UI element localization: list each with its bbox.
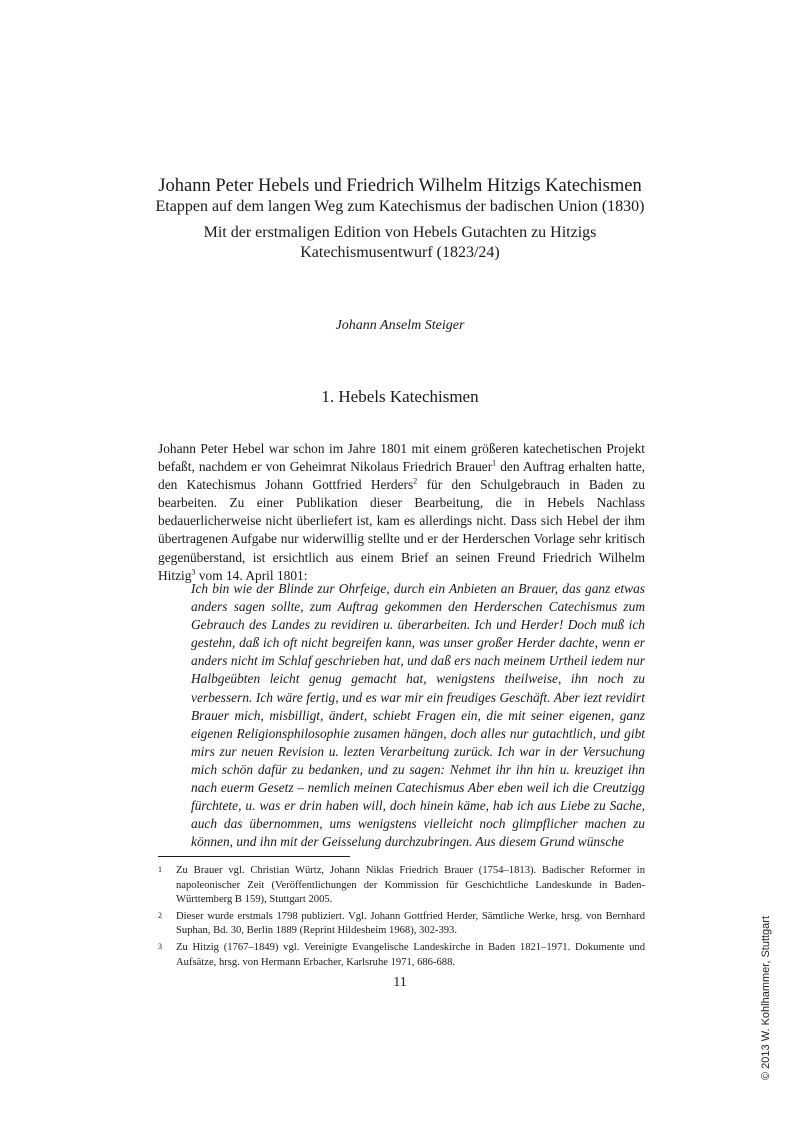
footnote-ref-1: 1 (492, 458, 497, 468)
footnote (158, 941, 645, 970)
footnote (158, 910, 645, 939)
paragraph-part-4: vom 14. April 1801: (195, 567, 308, 583)
footnote-number: 1 (158, 865, 162, 874)
footnote-number: 3 (158, 941, 162, 951)
page-number: 11 (393, 975, 407, 990)
copyright-notice: © 2013 W. Kohlhammer, Stuttgart (760, 915, 772, 1080)
footnote-text: Dieser wurde erstmals 1798 publiziert. Vgl. Johann Gottfried Herder, Sämtliche Werke, hrsg. von Bernhard Suphan, Bd. 30, Berlin 1889 (Reprint Hildesheim 1968), 302-393. (176, 910, 645, 937)
body-paragraph (158, 440, 645, 585)
footnote-text: Zu Hitzig (1767–1849) vgl. Vereinigte Evangelische Landeskirche in Baden 1821–1971. Dokumente und Aufsätze, hrsg. von Hermann Erbacher, Karlsruhe 1971, 686-688. (176, 941, 645, 968)
paragraph-part-2: den Auftrag erhalten hatte, den Katechismus Johann Gottfried Herders (158, 459, 645, 493)
paragraph-part-1: Johann Peter Hebel war schon im Jahre 1801 mit einem größeren katechetischen Projekt befaßt, nachdem er von Geheimrat Nikolaus Friedrich Brauer (158, 441, 645, 475)
footnote-ref-3: 3 (191, 567, 196, 577)
footnotes (158, 864, 645, 972)
title-block (100, 176, 700, 263)
subtitle-edition-line-1: Mit der erstmaligen Edition von Hebels Gutachten zu Hitzigs (203, 224, 597, 241)
main-title: Johann Peter Hebels und Friedrich Wilhelm Hitzigs Katechismen (158, 176, 642, 196)
subtitle: Etappen auf dem langen Weg zum Katechismus der badischen Union (1830) (155, 198, 645, 215)
author-name: Johann Anselm Steiger (335, 318, 465, 333)
footnote (158, 864, 645, 908)
subtitle-edition-line-2: Katechismusentwurf (1823/24) (300, 244, 500, 261)
block-quote: Ich bin wie der Blinde zur Ohrfeige, durch ein Anbieten an Brauer, das ganz etwas anders sagen sollte, zum Auftrag gekommen den Herderschen Catechismus zum Gebrauch des Landes zu revidiren u. überarbeiten. Ich und Herder! Doch muß ich gestehn, daß ich oft nicht begreifen kann, was unser großer Herder dachte, wenn er anders nicht im Schlaf geschrieben hat, und daß ers nach meinem Urtheil iedem nur Halbgeübten leicht genug gemacht hat, wenigstens theilweise, ihn noch zu verbessern. Ich wäre fertig, und es war mir ein freudiges Geschäft. Aber iezt revidirt Brauer mich, misbilligt, ändert, schiebt Fragen ein, die mit seiner eigenen, ganz eigenen Religionsphilosophie zusamen hängen, doch alles nur gutachtlich, und gibt mirs zur neuen Revision u. lezten Verarbeitung zurück. Ich war in der Versuchung mich schön dafür zu bedanken, und zu sagen: Nehmet ihr ihn hin u. kreuziget ihn nach euerm Gesetz – nemlich meinen Catechismus Aber eben weil ich die Creutzigg fürchtete, u. was er drin haben will, doch hinein käme, hab ich aus Liebe zu Sache, auch das übernommen, ums wenigstens vielleicht noch glimpflicher machen zu können, und ihn mit der Geisselung durchzubringen. Aus diesem Grund wünsche (191, 581, 645, 850)
footnote-ref-2: 2 (413, 476, 418, 486)
footnote-separator (158, 856, 350, 857)
footnote-number: 2 (158, 910, 162, 920)
footnote-text: Zu Brauer vgl. Christian Würtz, Johann Niklas Friedrich Brauer (1754–1813). Badischer Reformer in napoleonischer Zeit (Veröffentlichungen der Kommission für Geschichtliche Landeskunde in Baden-Württemberg B 159), Stuttgart 2005. (176, 865, 645, 906)
section-heading: 1. Hebels Katechismen (321, 387, 479, 406)
paragraph-part-3: für den Schulgebrauch in Baden zu bearbeiten. Zu einer Publikation dieser Bearbeitung, die in Hebels Nachlass bedauerlicherweise nicht überliefert ist, kam es allerdings nicht. Dass sich Hebel der ihm übertragenen Aufgabe nur widerwillig stellte und er der Herderschen Vorlage sehr kritisch gegenüberstand, ist ersichtlich aus einem Brief an seinen Freund Friedrich Wilhelm Hitzig (158, 477, 646, 583)
